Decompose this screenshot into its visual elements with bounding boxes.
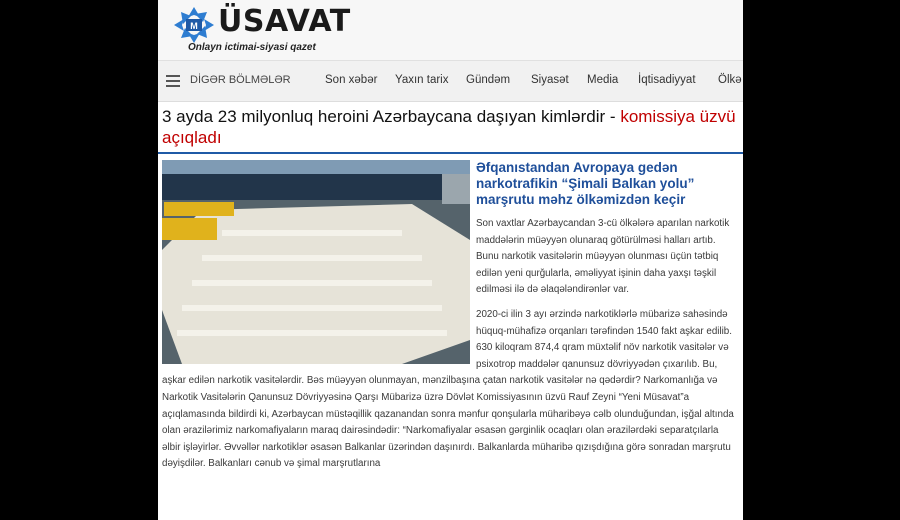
article-title-main: 3 ayda 23 milyonluq heroini Azərbaycana daşıyan kimlərdir - [162, 107, 616, 126]
article-paragraph-1: Son vaxtlar Azərbaycandan 3-cü ölkələrə aparılan narkotik maddələrin müəyyən olunaraq götürülməsi halları artıb. Bunu narkotik vasitələrin müəyyən olunması üçün tətbiq edilən yeni qurğularla, əməliyyat işinin daha yaxşı təşkil edilməsi ilə də əlaqələndirənlər var. [476, 218, 730, 296]
other-sections-menu[interactable]: DİGƏR BÖLMƏLƏR [190, 74, 291, 86]
nav-item-son-xeber[interactable]: Son xəbər [325, 74, 378, 86]
article-title [158, 102, 743, 154]
article-title-highlight: komissiya üzvü açıqladı [162, 107, 736, 147]
article-photo[interactable] [162, 160, 470, 364]
nav-item-gundem[interactable]: Gündəm [466, 74, 511, 86]
site-name[interactable]: ÜSAVAT [218, 4, 351, 39]
main-nav [158, 60, 743, 102]
site-header [158, 0, 743, 60]
nav-item-media[interactable]: Media [587, 74, 619, 86]
article-paragraph-2: 2020-ci ilin 3 ayı ərzində narkotiklərlə mübarizə sahəsində hüquq-mühafizə orqanları tərəfindən 1540 fakt aşkar edilib. 630 kiloqram 874,4 qram müxtəlif növ narkotik vasitələr və psixotrop maddələr qanunsuz dövriyyədən çıxarılıb. Bu, aşkar edilən narkotik vasitələrdir. Bəs müəyyən olunmayan, mənzilbaşına çatan narkotik vasitələr nə qədərdir? Narkomanlığa və Narkotik Vasitələrin Qanunsuz Dövriyyəsinə Qarşı Mübarizə üzrə Dövlət Komissiyasının üzvü Rauf Zeyni “Yeni Müsavat”a açıqlamasında bildirdi ki, Azərbaycan müstəqillik qazanandan sonra mənfur qonşularla müharibəyə cəlb olunduğundan, işğal altında olan ərazilərimiz narkomafiyaların maraq dairəsindədir: “Narkomafiyalar əsasən gərginlik ocaqları olan ərazilərdəki separatçılarla əlbir işləyirlər. Əvvəllər narkotiklər əsasən Balkanlar üzərindən daşınırdı. Balkanlarda müharibə qızışdığına görə sonradan marşrutu dəyişdilər. Balkanları cənub və şimal marşrutlarına [162, 308, 734, 470]
nav-item-olke[interactable]: Ölkə [718, 74, 742, 86]
site-tagline: Onlayn ictimai-siyasi qazet [188, 42, 316, 53]
page [158, 0, 743, 520]
article-subtitle: Əfqanıstandan Avropaya gedən narkotrafikin “Şimali Balkan yolu” marşrutu məhz ölkəmizdən keçir [476, 160, 695, 207]
site-logo-icon[interactable] [172, 5, 216, 45]
hamburger-menu-icon[interactable] [166, 75, 180, 90]
nav-item-siyaset[interactable]: Siyasət [531, 74, 569, 86]
nav-item-yaxin-tarix[interactable]: Yaxın tarix [395, 74, 449, 86]
svg-text:M: M [190, 21, 198, 31]
nav-item-iqtisadiyyat[interactable]: İqtisadiyyat [638, 74, 696, 86]
article-body [158, 154, 743, 473]
